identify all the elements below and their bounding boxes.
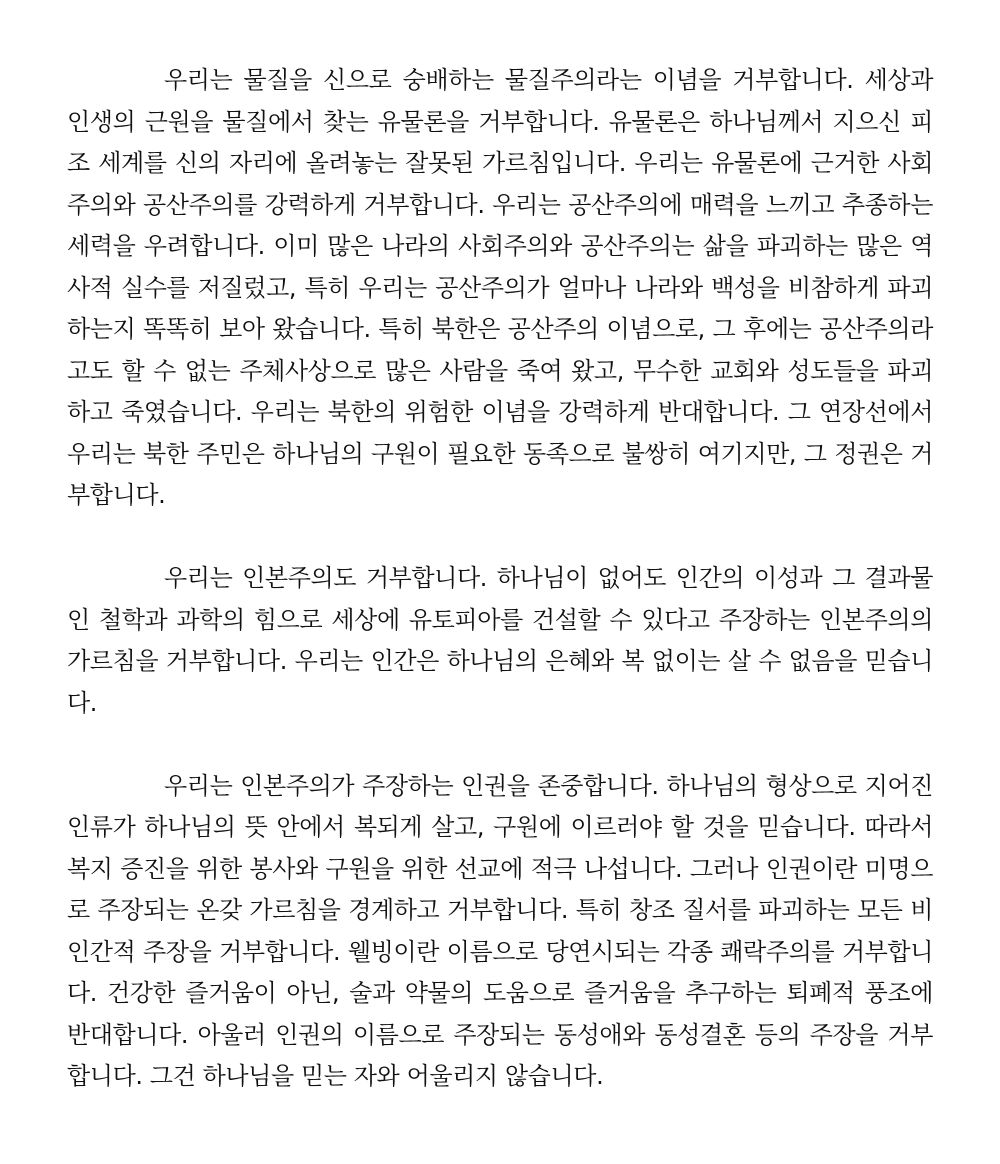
paragraph-human-rights: 우리는 인본주의가 주장하는 인권을 존중합니다. 하나님의 형상으로 지어진 인류가 하나님의 뜻 안에서 복되게 살고, 구원에 이르러야 할 것을 믿습니다. 따라서 복지 증진을 위한 봉사와 구원을 위한 선교에 적극 나섭니다. 그러나 인권이란 미명으로 주장되는 온갖 가르침을 경계하고 거부합니다. 특히 창조 질서를 파괴하는 모든 비인간적 주장을 거부합니다. 웰빙이란 이름으로 당연시되는 각종 쾌락주의를 거부합니다. 건강한 즐거움이 아닌, 술과 약물의 도움으로 즐거움을 추구하는 퇴폐적 풍조에 반대합니다. 아울러 인권의 이름으로 주장되는 동성애와 동성결혼 등의 주장을 거부합니다. 그건 하나님을 믿는 자와 어울리지 않습니다. (67, 771, 933, 1090)
document-body (67, 60, 933, 1098)
paragraph-humanism: 우리는 인본주의도 거부합니다. 하나님이 없어도 인간의 이성과 그 결과물인 철학과 과학의 힘으로 세상에 유토피아를 건설할 수 있다고 주장하는 인본주의의 가르침을 거부합니다. 우리는 인간은 하나님의 은혜와 복 없이는 살 수 없음을 믿습니다. (67, 564, 933, 717)
paragraph-materialism: 우리는 물질을 신으로 숭배하는 물질주의라는 이념을 거부합니다. 세상과 인생의 근원을 물질에서 찾는 유물론을 거부합니다. 유물론은 하나님께서 지으신 피조 세계를 신의 자리에 올려놓는 잘못된 가르침입니다. 우리는 유물론에 근거한 사회주의와 공산주의를 강력하게 거부합니다. 우리는 공산주의에 매력을 느끼고 추종하는 세력을 우려합니다. 이미 많은 나라의 사회주의와 공산주의는 삶을 파괴하는 많은 역사적 실수를 저질렀고, 특히 우리는 공산주의가 얼마나 나라와 백성을 비참하게 파괴하는지 똑똑히 보아 왔습니다. 특히 북한은 공산주의 이념으로, 그 후에는 공산주의라고도 할 수 없는 주체사상으로 많은 사람을 죽여 왔고, 무수한 교회와 성도들을 파괴하고 죽였습니다. 우리는 북한의 위험한 이념을 강력하게 반대합니다. 그 연장선에서 우리는 북한 주민은 하나님의 구원이 필요한 동족으로 불쌍히 여기지만, 그 정권은 거부합니다. (67, 66, 934, 509)
